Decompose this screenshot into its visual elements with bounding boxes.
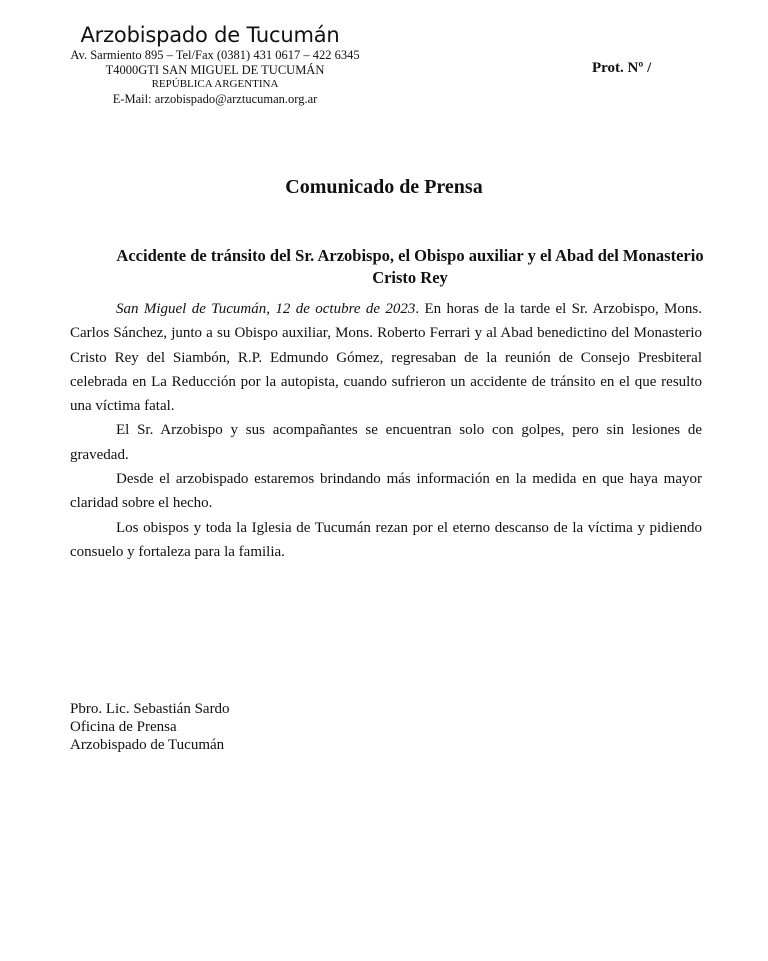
signature-block [70, 700, 230, 754]
address-line: Av. Sarmiento 895 – Tel/Fax (0381) 431 0617 – 422 6345 [70, 48, 360, 62]
signatory-organization: Arzobispado de Tucumán [70, 737, 225, 753]
signatory-name: Pbro. Lic. Sebastián Sardo [70, 701, 230, 717]
paragraph-3: Desde el arzobispado estaremos brindando más información en la medida en que haya mayor claridad sobre el hecho. [70, 471, 702, 512]
paragraph-4: Los obispos y toda la Iglesia de Tucumán rezan por el eterno descanso de la víctima y pidiendo consuelo y fortaleza para la familia. [70, 519, 702, 560]
press-headline: Accidente de tránsito del Sr. Arzobispo, el Obispo auxiliar y el Abad del Monasterio Cristo Rey [116, 246, 704, 287]
paragraph-1 [70, 297, 702, 418]
signatory-office: Oficina de Prensa [70, 719, 177, 735]
press-body [70, 297, 702, 564]
document-title: Comunicado de Prensa [285, 176, 483, 198]
paragraph-2: El Sr. Arzobispo y sus acompañantes se encuentran solo con golpes, pero sin lesiones de gravedad. [70, 422, 702, 463]
country-line: REPÚBLICA ARGENTINA [151, 78, 279, 90]
city-line: T4000GTI SAN MIGUEL DE TUCUMÁN [105, 63, 325, 77]
dateline: San Miguel de Tucumán, 12 de octubre de 2023 [116, 301, 416, 317]
organization-name: Arzobispado de Tucumán [80, 23, 340, 47]
letterhead [0, 22, 430, 108]
protocol-number: Prot. Nº / [592, 60, 652, 76]
email-line: E-Mail: arzobispado@arztucuman.org.ar [112, 92, 318, 106]
paragraph-1-text: . En horas de la tarde el Sr. Arzobispo, Mons. Carlos Sánchez, junto a su Obispo auxiliar, Mons. Roberto Ferrari y al Abad benedictino del Monasterio Cristo Rey del Siambón, R.P. Edmundo Gómez, regresaban de la reunión de Consejo Presbiteral celebrada en La Reducción por la autopista, cuando sufrieron un accidente de tránsito en el que resulto una víctima fatal. [70, 301, 702, 415]
